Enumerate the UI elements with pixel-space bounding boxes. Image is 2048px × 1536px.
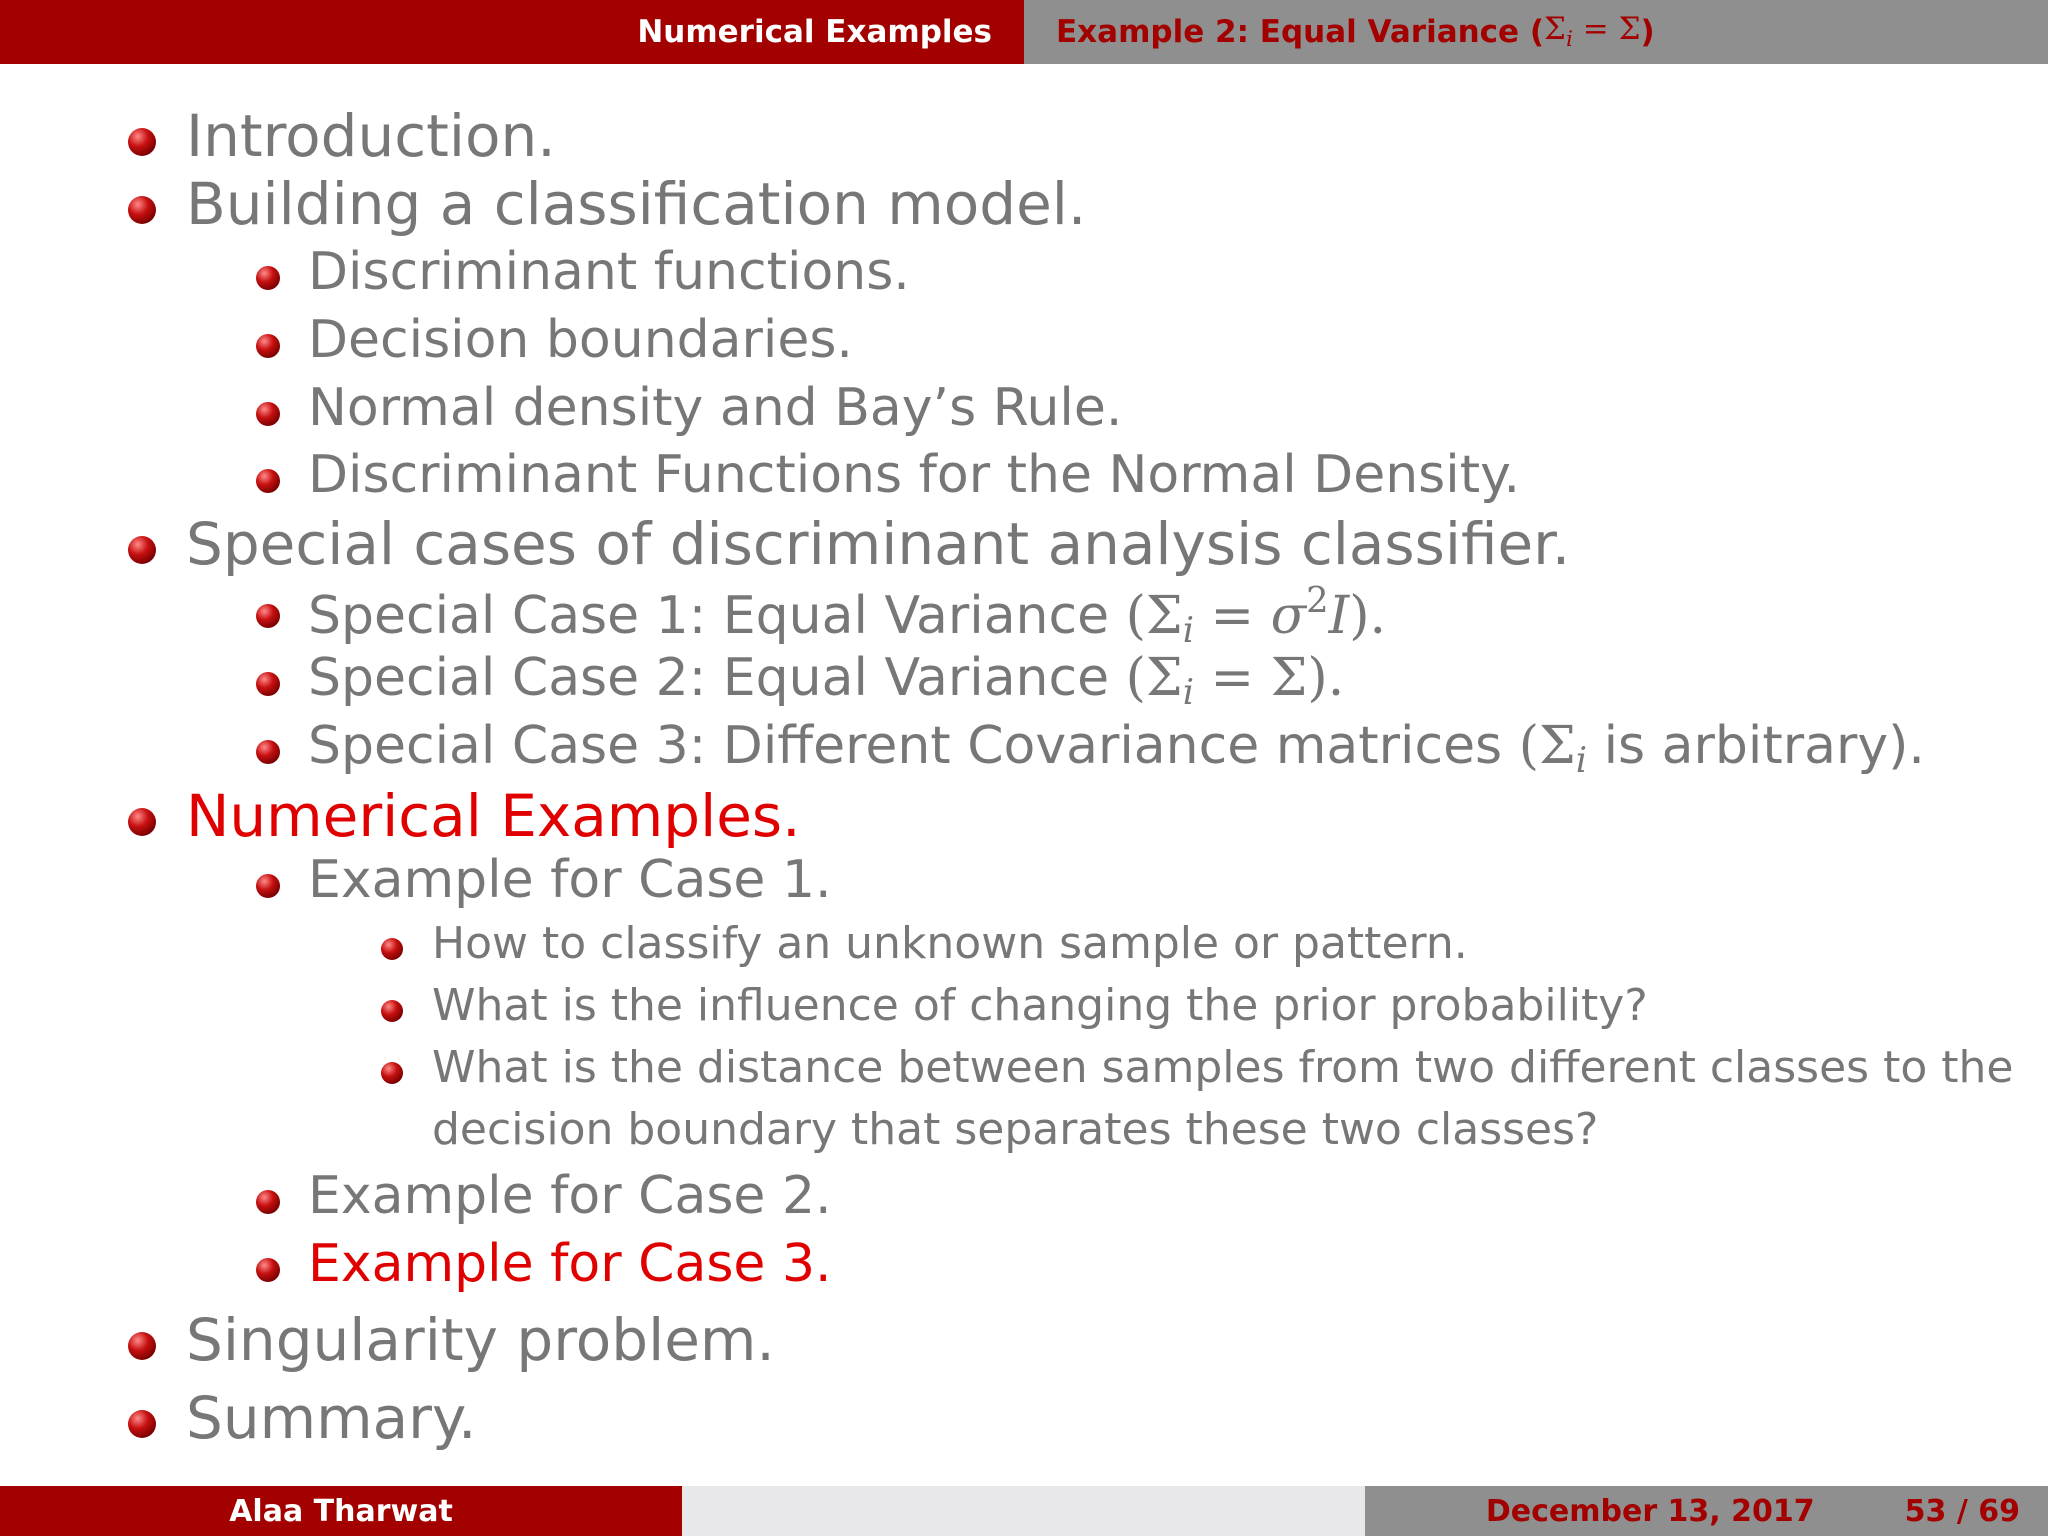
footer-date: December 13, 2017 <box>1485 1493 1815 1529</box>
outline-item-singularity: Singularity problem. <box>186 1306 775 1374</box>
bullet-icon <box>256 1258 280 1282</box>
case1-formula: $(\Sigma_i = \sigma^2I)$. <box>1125 580 1387 652</box>
outline-item-case3: Special Case 3: Different Covariance matrices ($\Sigma_i$ is arbitrary). <box>308 716 1925 781</box>
bullet-icon <box>256 740 280 764</box>
outline-item-normal-density: Normal density and Bay’s Rule. <box>308 378 1122 438</box>
bullet-icon <box>381 1000 403 1022</box>
bullet-icon <box>128 536 156 564</box>
outline-item-example-case1: Example for Case 1. <box>308 850 832 910</box>
outline-item-example-case2: Example for Case 2. <box>308 1166 832 1226</box>
bullet-icon <box>256 874 280 898</box>
bullet-icon <box>256 672 280 696</box>
outline-item-classify-unknown: How to classify an unknown sample or pattern. <box>432 918 1468 969</box>
outline-item-summary: Summary. <box>186 1384 476 1452</box>
footer-page-number: 53 / 69 <box>1904 1493 2020 1529</box>
outline-item-case2: Special Case 2: Equal Variance $(\Sigma_i = \Sigma)$. <box>308 648 1344 713</box>
outline-item-case1: Special Case 1: Equal Variance $(\Sigma_i = \sigma^2I)$. <box>308 580 1386 651</box>
bullet-icon <box>128 196 156 224</box>
bullet-icon <box>128 808 156 836</box>
footer-info <box>1365 1486 2048 1536</box>
bullet-icon <box>256 266 280 290</box>
bullet-icon <box>256 1190 280 1214</box>
outline-item-building: Building a classification model. <box>186 170 1086 238</box>
outline-item-discriminant-functions: Discriminant functions. <box>308 242 910 302</box>
header-subsection-math: $\Sigma_i = \Sigma$ <box>1544 11 1641 53</box>
bullet-icon <box>256 402 280 426</box>
header-section-title: Numerical Examples <box>637 14 992 50</box>
bullet-icon <box>128 1410 156 1438</box>
bullet-icon <box>256 334 280 358</box>
bullet-icon <box>256 604 280 628</box>
outline-item-example-case3: Example for Case 3. <box>308 1234 832 1294</box>
bullet-icon <box>128 128 156 156</box>
header-subsection-suffix: ) <box>1640 14 1655 50</box>
bullet-icon <box>381 938 403 960</box>
bullet-icon <box>256 469 280 493</box>
case2-formula: $(\Sigma_i = \Sigma)$. <box>1125 648 1345 713</box>
outline-item-discriminant-normal: Discriminant Functions for the Normal Density. <box>308 445 1520 505</box>
outline-item-introduction: Introduction. <box>186 102 556 170</box>
footer-bar <box>0 1486 2048 1536</box>
bullet-icon <box>128 1332 156 1360</box>
outline-item-special-cases: Special cases of discriminant analysis classifier. <box>186 510 1570 578</box>
header-subsection-prefix: Example 2: Equal Variance ( <box>1056 14 1545 50</box>
outline-item-prior-influence: What is the influence of changing the prior probability? <box>432 980 1648 1031</box>
outline-item-decision-boundaries: Decision boundaries. <box>308 310 853 370</box>
bullet-icon <box>381 1062 403 1084</box>
case3-formula: ($\Sigma_i$ <box>1518 716 1588 781</box>
footer-title <box>682 1486 1365 1536</box>
outline-item-distance: What is the distance between samples from two different classes to the <box>432 1042 2013 1093</box>
footer-author: Alaa Tharwat <box>0 1486 682 1536</box>
outline-item-distance-continued: decision boundary that separates these two classes? <box>432 1104 1599 1155</box>
outline-item-numerical-examples: Numerical Examples. <box>186 782 801 850</box>
